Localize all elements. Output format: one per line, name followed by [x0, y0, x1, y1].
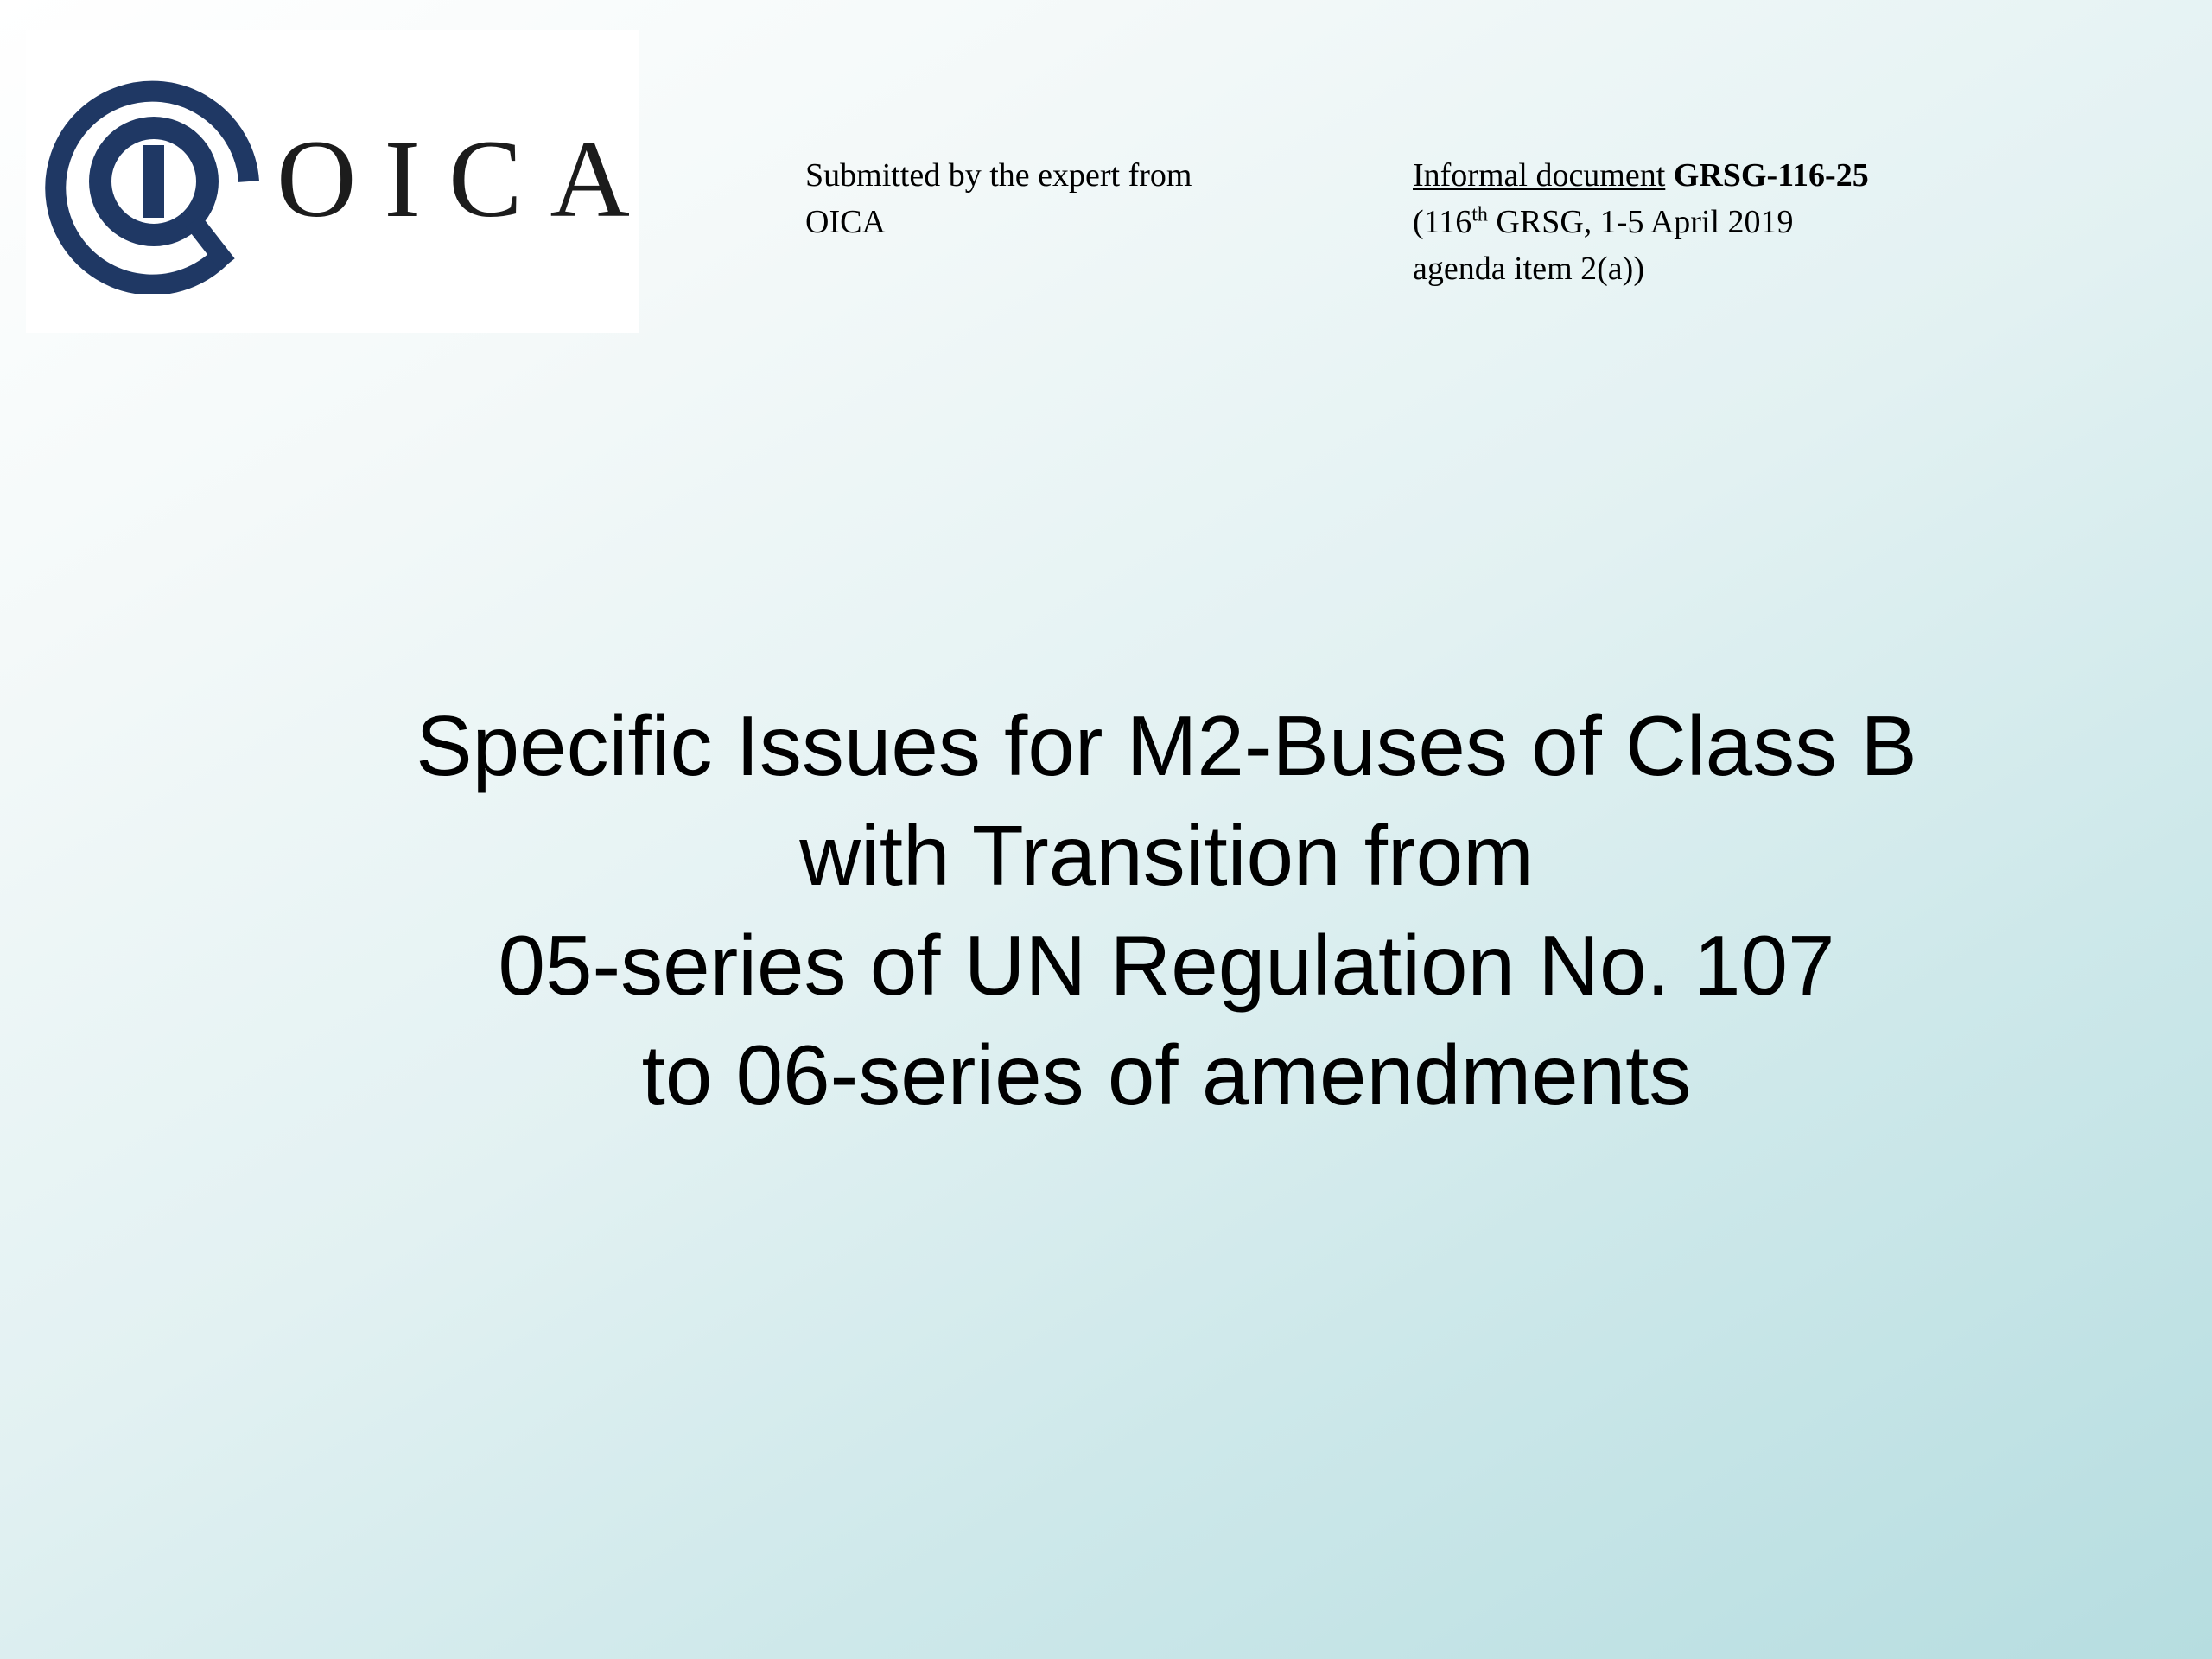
- title-line: Specific Issues for M2-Buses of Class B: [416, 698, 1917, 793]
- document-label: Informal document: [1413, 157, 1666, 194]
- title-line: with Transition from: [799, 808, 1534, 903]
- submitted-by-org: OICA: [805, 204, 886, 240]
- slide-title: [242, 691, 2091, 1130]
- logo-text: OICA: [276, 118, 658, 240]
- document-code: GRSG-116-25: [1673, 157, 1869, 194]
- document-reference: [1413, 152, 2104, 199]
- session-details: GRSG, 1-5 April 2019: [1487, 204, 1794, 240]
- title-line: 05-series of UN Regulation No. 107: [498, 918, 1835, 1013]
- submitted-by-line: Submitted by the expert from: [805, 157, 1192, 194]
- title-line: to 06-series of amendments: [641, 1027, 1692, 1122]
- document-info: [1413, 152, 2104, 292]
- agenda-item: agenda item 2(a)): [1413, 251, 1644, 287]
- oica-at-logo-icon: [41, 69, 266, 294]
- submitted-by: [805, 152, 1289, 245]
- oica-logo: [26, 30, 658, 333]
- session-ordinal: th: [1471, 203, 1488, 226]
- session-info: [1413, 199, 2104, 245]
- session-number: (116: [1413, 204, 1472, 240]
